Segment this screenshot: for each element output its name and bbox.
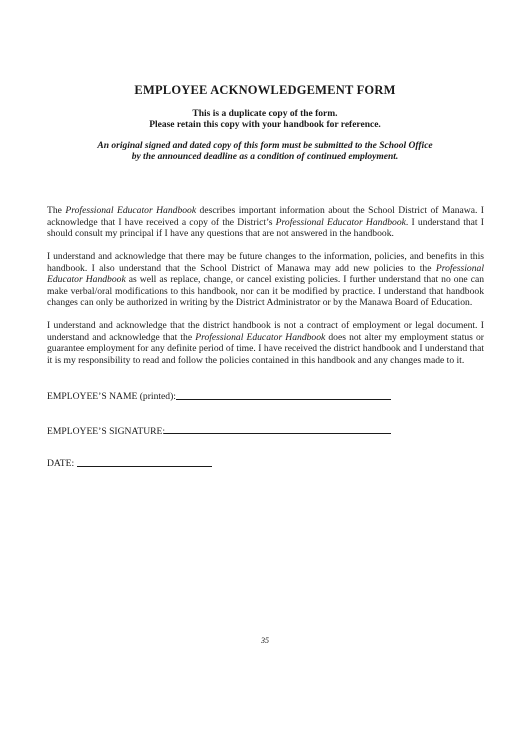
- paragraph-policy-changes: I understand and acknowledge that there may be future changes to the information, policies, and benefits in this handbook. I also understand that the School District of Manawa may add new policies to the Professional Educator Handbook as well as replace, change, or cancel existing policies. I further understand that no one can make verbal/oral modifications to this handbook, nor can it be modified by practice. I understand that handbook changes can only be authorized in writing by the District Administrator or by the Manawa Board of Education.: [47, 251, 485, 309]
- date-label: DATE:: [47, 458, 75, 469]
- employee-name-line[interactable]: [176, 399, 391, 400]
- date-line[interactable]: [77, 466, 212, 467]
- paragraph-handbook-receipt: The Professional Educator Handbook describes important information about the School District of Manawa. I acknowledge that I have received a copy of the District’s Professional Educator Handbook. I understand that I should consult my principal if I have any questions that are not answered in the handbook.: [47, 205, 484, 240]
- paragraph-not-a-contract: I understand and acknowledge that the district handbook is not a contract of employment or legal document. I understand and acknowledge that the Professional Educator Handbook does not alter my employment status or guarantee employment for any definite period of time. I have received the district handbook and I understand that it is my responsibility to read and follow the policies contained in this handbook and any changes made to it.: [47, 320, 484, 366]
- duplicate-copy-note: This is a duplicate copy of the form.: [192, 109, 338, 119]
- employee-signature-label: EMPLOYEE’S SIGNATURE:: [47, 426, 166, 437]
- retain-copy-note: Please retain this copy with your handbook for reference.: [149, 120, 381, 130]
- submission-notice-line2: by the announced deadline as a condition of continued employment.: [131, 152, 399, 162]
- employee-name-label: EMPLOYEE’S NAME (printed):: [47, 391, 176, 402]
- employee-signature-line[interactable]: [164, 433, 391, 434]
- form-title: EMPLOYEE ACKNOWLEDGEMENT FORM: [134, 83, 396, 97]
- page-number: 35: [261, 636, 269, 645]
- submission-notice-line1: An original signed and dated copy of this form must be submitted to the School Office: [97, 141, 433, 151]
